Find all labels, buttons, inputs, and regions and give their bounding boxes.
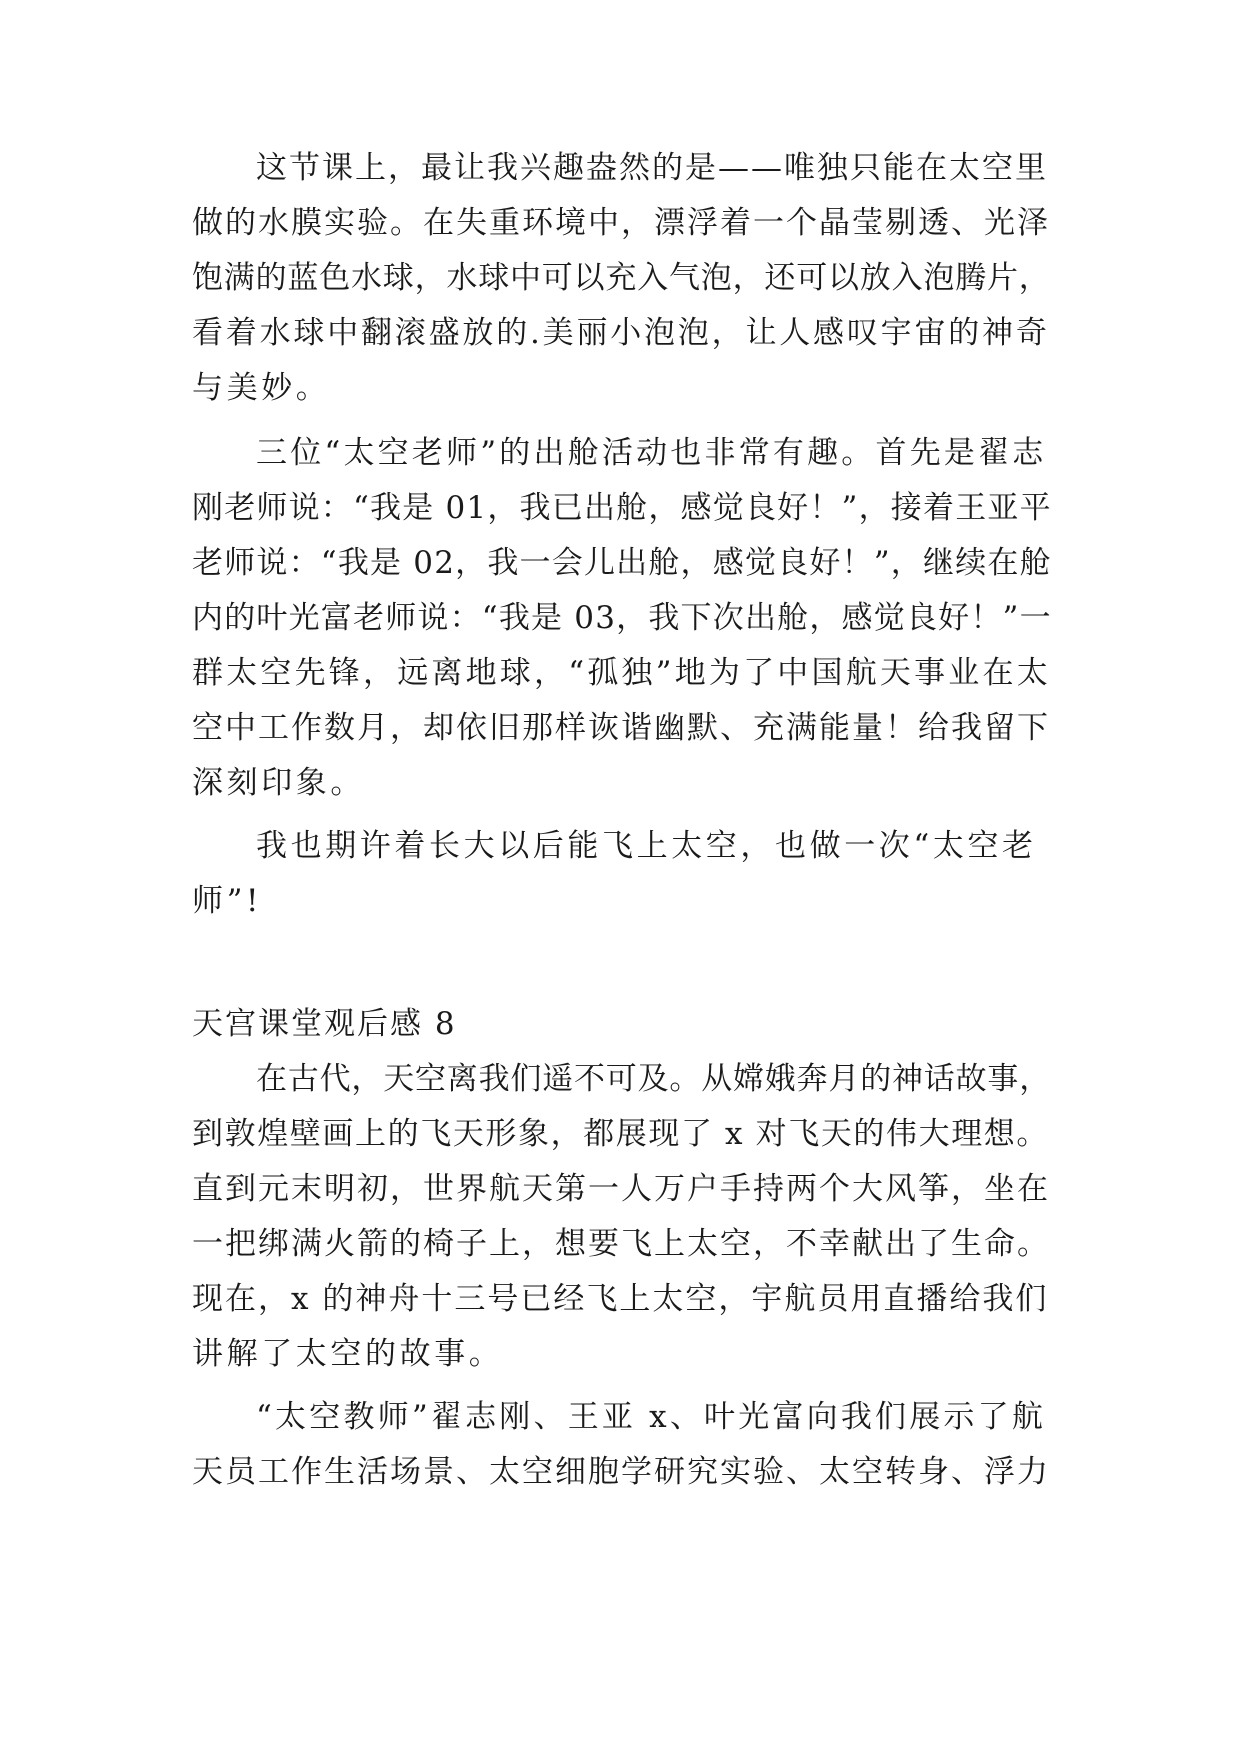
paragraph-3-line-1: 我也期许着长大以后能飞上太空，也做一次“太空老 [256, 828, 1037, 864]
paragraph-2-line-6: 空中工作数月，却依旧那样诙谐幽默、充满能量！给我留下 [192, 710, 1050, 746]
paragraph-5-line-1: “太空教师”翟志刚、王亚 x、叶光富向我们展示了航 [256, 1399, 1047, 1435]
paragraph-4-line-4: 一把绑满火箭的椅子上，想要飞上太空，不幸献出了生命。 [192, 1226, 1050, 1262]
paragraph-1-line-5: 与美妙。 [192, 370, 331, 406]
paragraph-4-line-6: 讲解了太空的故事。 [192, 1336, 504, 1372]
paragraph-2-line-3: 老师说：“我是 02，我一会儿出舱，感觉良好！”，继续在舱 [192, 545, 1052, 581]
paragraph-1-line-3: 饱满的蓝色水球，水球中可以充入气泡，还可以放入泡腾片， [192, 260, 1051, 296]
paragraph-5-line-2: 天员工作生活场景、太空细胞学研究实验、太空转身、浮力 [192, 1454, 1050, 1490]
paragraph-4-line-2: 到敦煌壁画上的飞天形象，都展现了 x 对飞天的伟大理想。 [192, 1116, 1049, 1152]
paragraph-2-line-5: 群太空先锋，远离地球，“孤独”地为了中国航天事业在太 [192, 655, 1051, 691]
paragraph-2-line-1: 三位“太空老师”的出舱活动也非常有趣。首先是翟志 [256, 435, 1047, 471]
section-heading: 天宫课堂观后感 8 [192, 1006, 457, 1042]
paragraph-2-line-7: 深刻印象。 [192, 765, 365, 801]
paragraph-4-line-3: 直到元末明初，世界航天第一人万户手持两个大风筝，坐在 [192, 1171, 1050, 1207]
paragraph-2-line-4: 内的叶光富老师说：“我是 03，我下次出舱，感觉良好！”一 [192, 600, 1052, 636]
paragraph-2-line-2: 刚老师说：“我是 01，我已出舱，感觉良好！”，接着王亚平 [192, 490, 1052, 526]
paragraph-1-line-2: 做的水膜实验。在失重环境中，漂浮着一个晶莹剔透、光泽 [192, 205, 1050, 241]
paragraph-1-line-1: 这节课上，最让我兴趣盎然的是——唯独只能在太空里 [256, 150, 1048, 186]
paragraph-3-line-2: 师”! [192, 883, 263, 919]
paragraph-4-line-5: 现在，x 的神舟十三号已经飞上太空，宇航员用直播给我们 [192, 1281, 1049, 1317]
paragraph-1-line-4: 看着水球中翻滚盛放的.美丽小泡泡，让人感叹宇宙的神奇 [192, 315, 1050, 351]
paragraph-4-line-1: 在古代，天空离我们遥不可及。从嫦娥奔月的神话故事， [256, 1061, 1051, 1097]
